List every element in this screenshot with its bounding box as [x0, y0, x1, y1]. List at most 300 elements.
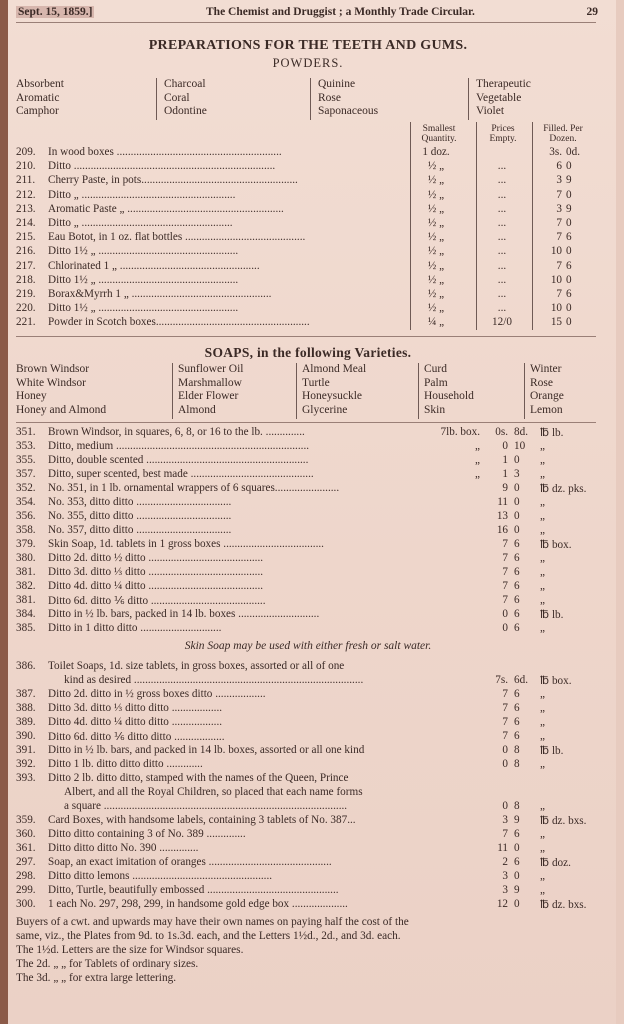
item-quantity: ½ „	[427, 231, 445, 244]
item-pence: 8d.	[514, 426, 528, 438]
item-pence: 3	[514, 468, 520, 480]
price-row	[8, 814, 608, 828]
variety: Orange	[530, 390, 564, 403]
item-pence: 6	[514, 538, 520, 550]
col-header-filled: Filled. Per Dozen.	[543, 124, 583, 144]
variety: Therapeutic	[476, 78, 531, 90]
item-unit: „	[540, 622, 545, 634]
divider	[172, 363, 173, 419]
item-number: 220.	[16, 302, 36, 315]
item-price-empty: ...	[497, 245, 507, 258]
item-pence: 0d.	[566, 146, 580, 158]
item-description: Brown Windsor, in squares, 6, 8, or 16 to the lb. ..............	[48, 426, 305, 438]
item-shillings: 10	[550, 245, 562, 258]
item-shillings: 3	[556, 174, 562, 187]
item-unit: „	[540, 594, 545, 606]
running-header	[16, 4, 598, 20]
item-unit: „	[540, 730, 545, 742]
price-row	[8, 426, 608, 440]
item-pence: 6	[514, 608, 520, 620]
item-pence: 6	[514, 552, 520, 564]
item-number: 352.	[16, 482, 36, 494]
item-number: 381.	[16, 594, 36, 606]
item-description: Ditto 3d. ditto ⅓ ditto ditto ..................	[48, 702, 223, 714]
price-row	[8, 302, 608, 316]
variety: Curd	[424, 363, 447, 375]
item-quantity: ¼ „	[427, 316, 445, 329]
item-unit: ℔ box.	[540, 675, 572, 687]
variety: Palm	[424, 376, 448, 389]
item-unit: „	[540, 758, 545, 770]
item-quantity: ½ „	[427, 259, 445, 272]
item-pence: 6	[514, 594, 520, 606]
item-quantity: ½ „	[427, 202, 445, 215]
item-description: Skin Soap, 1d. tablets in 1 gross boxes ....................................	[48, 538, 324, 550]
variety: Lemon	[530, 403, 563, 416]
item-description: Ditto 2d. ditto in ½ gross boxes ditto ..................	[48, 688, 266, 700]
item-shillings: 0	[502, 608, 508, 620]
item-description: Ditto 1½ „ ..................................................	[48, 245, 239, 258]
powder-variety-col-3	[318, 78, 378, 119]
col-header-smallest: Smallest Quantity.	[421, 124, 457, 144]
item-pence: 10	[514, 440, 526, 452]
item-description: Soap, an exact imitation of oranges ............................................	[48, 856, 332, 868]
item-price-empty: ...	[497, 302, 507, 315]
item-shillings: 7	[502, 702, 508, 714]
price-row	[8, 674, 608, 688]
price-row	[8, 454, 608, 468]
item-quantity: ½ „	[427, 302, 445, 315]
item-shillings: 0	[502, 440, 508, 452]
variety: Vegetable	[476, 91, 522, 104]
item-unit: „	[540, 716, 545, 728]
variety: Brown Windsor	[16, 363, 90, 375]
item-pence: 0	[566, 302, 572, 315]
variety: Sunflower Oil	[178, 363, 244, 375]
item-shillings: 1	[502, 468, 508, 480]
item-quantity: ½ „	[427, 288, 445, 300]
item-shillings: 3	[502, 814, 508, 826]
item-quantity: ½ „	[427, 245, 445, 258]
soap-variety-col-1	[16, 363, 106, 417]
item-number: 390.	[16, 730, 36, 742]
item-description: Ditto 4d. ditto ¼ ditto .........................................	[48, 580, 264, 592]
variety: Glycerine	[302, 403, 348, 416]
price-row	[8, 496, 608, 510]
price-row	[8, 552, 608, 566]
item-pence: 6	[514, 856, 520, 868]
item-number: 212.	[16, 188, 36, 201]
item-number: 387.	[16, 688, 36, 700]
item-quantity: ½ „	[427, 188, 445, 201]
price-row	[8, 274, 608, 288]
item-description: Ditto 6d. ditto ⅙ ditto ditto ..................	[48, 731, 225, 743]
item-unit: „	[540, 870, 545, 882]
item-description: No. 353, ditto ditto ..................................	[48, 496, 232, 508]
item-price-empty: ...	[497, 188, 507, 201]
item-pence: 0	[566, 273, 572, 286]
item-pence: 0	[566, 160, 572, 173]
item-shillings: 1	[502, 454, 508, 466]
item-shillings: 3	[556, 202, 562, 215]
variety: Elder Flower	[178, 390, 239, 403]
item-number: 384.	[16, 608, 36, 620]
item-shillings: 3s.	[549, 146, 562, 158]
footer-line: The 1½d. Letters are the size for Windsor squares.	[16, 944, 244, 956]
item-unit: „	[540, 842, 545, 854]
item-pence: 0	[566, 245, 572, 258]
divider	[468, 78, 469, 120]
item-pence: 6	[514, 622, 520, 634]
header-title: The Chemist and Druggist ; a Monthly Trade Circular.	[206, 6, 475, 18]
item-unit: „	[540, 688, 545, 700]
item-description: Chlorinated 1 „ ..................................................	[48, 259, 260, 272]
item-unit: „	[540, 828, 545, 840]
price-row	[8, 146, 608, 160]
price-row	[8, 288, 608, 302]
item-pence: 0	[514, 870, 520, 882]
price-row	[8, 730, 608, 744]
item-shillings: 7	[502, 538, 508, 550]
item-number: 217.	[16, 259, 36, 272]
item-description: Ditto in ½ lb. bars, and packed in 14 lb. boxes, assorted or all one kind	[48, 744, 365, 756]
item-number: 300.	[16, 898, 36, 910]
price-row	[8, 702, 608, 716]
variety: Quinine	[318, 78, 356, 90]
item-number: 218.	[16, 273, 36, 286]
item-description: Ditto ditto ditto No. 390 ..............	[48, 842, 199, 854]
item-number: 210.	[16, 160, 36, 173]
item-shillings: 7s.	[495, 674, 508, 686]
page	[8, 0, 616, 1024]
item-unit: ℔ lb.	[540, 609, 564, 621]
variety: Violet	[476, 105, 505, 118]
item-number: 354.	[16, 496, 36, 508]
price-row	[8, 538, 608, 552]
item-unit: „	[540, 580, 545, 592]
item-pence: 6	[514, 730, 520, 742]
item-unit: „	[540, 702, 545, 714]
variety: Odontine	[164, 105, 207, 118]
item-shillings: 0s.	[495, 426, 508, 438]
item-number: 351.	[16, 426, 36, 438]
powder-varieties	[16, 78, 596, 122]
variety: Marshmallow	[178, 376, 242, 389]
variety: Aromatic	[16, 91, 60, 104]
item-quantity: „	[475, 468, 480, 480]
item-shillings: 0	[502, 744, 508, 756]
footer-line: The 3d. „ „ for extra large lettering.	[16, 972, 177, 984]
item-unit: ℔ box.	[540, 539, 572, 551]
item-number: 391.	[16, 744, 36, 756]
item-shillings: 7	[502, 688, 508, 700]
item-unit: ℔ doz.	[540, 857, 571, 869]
price-row	[8, 758, 608, 772]
item-number: 299.	[16, 884, 36, 896]
item-unit: „	[540, 800, 545, 812]
item-shillings: 9	[502, 482, 508, 494]
item-pence: 9	[566, 202, 572, 215]
item-description: Eau Botot, in 1 oz. flat bottles ...........................................	[48, 231, 306, 244]
price-row	[8, 622, 608, 636]
item-number: 353.	[16, 440, 36, 452]
item-description: Borax&Myrrh 1 „ ..................................................	[48, 288, 272, 300]
item-description: Ditto 4d. ditto ¼ ditto ditto ..................	[48, 716, 223, 728]
item-number: 356.	[16, 510, 36, 522]
item-unit: ℔ lb.	[540, 427, 564, 439]
price-row	[8, 688, 608, 702]
item-number: 215.	[16, 231, 36, 244]
item-number: 214.	[16, 217, 36, 229]
item-shillings: 7	[502, 580, 508, 592]
item-price-empty: ...	[497, 202, 507, 215]
item-pence: 0	[514, 496, 520, 508]
footer-line: The 2d. „ „ for Tablets of ordinary sizes.	[16, 958, 199, 970]
price-row	[8, 217, 608, 231]
item-pence: 8	[514, 800, 520, 812]
divider	[156, 78, 157, 120]
item-pence: 6	[514, 702, 520, 714]
price-row	[8, 316, 608, 330]
item-quantity: ½ „	[427, 160, 445, 173]
item-shillings: 7	[556, 217, 562, 229]
item-shillings: 0	[502, 758, 508, 770]
item-number: 389.	[16, 716, 36, 728]
item-description: Ditto ditto lemons ..................................................	[48, 870, 273, 882]
price-row	[8, 660, 608, 674]
item-shillings: 7	[556, 288, 562, 300]
item-shillings: 13	[496, 510, 508, 522]
item-number: 392.	[16, 758, 36, 770]
item-description: Ditto 1 lb. ditto ditto ditto .............	[48, 758, 203, 770]
price-row	[8, 174, 608, 188]
item-number: 213.	[16, 202, 36, 215]
item-description: Cherry Paste, in pots........................................................	[48, 174, 298, 187]
variety: Rose	[318, 91, 341, 104]
divider	[524, 363, 525, 419]
variety: Almond	[178, 403, 216, 416]
item-number: 209.	[16, 146, 36, 158]
footer-notes	[16, 916, 601, 986]
item-shillings: 7	[556, 188, 562, 201]
item-pence: 0	[566, 217, 572, 229]
price-row	[8, 870, 608, 884]
item-unit: „	[540, 566, 545, 578]
item-shillings: 7	[502, 594, 508, 606]
item-number: 386.	[16, 660, 36, 672]
item-description: Ditto 3d. ditto ⅓ ditto .........................................	[48, 566, 264, 578]
soap-variety-col-5	[530, 363, 564, 417]
item-description: Powder in Scotch boxes.......................................................	[48, 316, 310, 329]
variety: Honey	[16, 390, 47, 403]
item-description: No. 355, ditto ditto ..................................	[48, 510, 232, 522]
item-pence: 0	[514, 898, 520, 910]
item-description: Card Boxes, with handsome labels, containing 3 tablets of No. 387...	[48, 814, 356, 826]
item-description: Ditto 2d. ditto ½ ditto .........................................	[48, 552, 264, 564]
item-description: kind as desired ..................................................................................	[64, 674, 364, 686]
item-shillings: 16	[496, 524, 508, 536]
item-pence: 0	[566, 316, 572, 329]
price-row	[8, 524, 608, 538]
item-shillings: 12	[496, 898, 508, 910]
item-shillings: 0	[502, 622, 508, 634]
price-row	[8, 482, 608, 496]
item-shillings: 0	[502, 800, 508, 812]
item-number: 297.	[16, 856, 36, 868]
powder-variety-col-2	[164, 78, 207, 119]
variety: Coral	[164, 91, 190, 104]
item-number: 357.	[16, 468, 36, 480]
item-price-empty: ...	[497, 160, 507, 173]
item-pence: 8	[514, 744, 520, 756]
divider	[310, 78, 311, 120]
price-row	[8, 566, 608, 580]
variety: Camphor	[16, 105, 59, 118]
price-row	[8, 772, 608, 786]
item-quantity: ½ „	[427, 273, 445, 286]
item-quantity: ½ „	[427, 174, 445, 187]
soap-variety-col-2	[178, 363, 243, 417]
item-description: Ditto ditto containing 3 of No. 389 ..............	[48, 828, 246, 840]
item-pence: 6d.	[514, 674, 528, 686]
item-shillings: 7	[502, 828, 508, 840]
item-price-empty: ...	[497, 231, 507, 244]
item-description: Albert, and all the Royal Children, so placed that each name forms	[64, 786, 363, 798]
item-pence: 6	[566, 259, 572, 272]
price-row	[8, 189, 608, 203]
item-number: 211.	[16, 174, 36, 187]
item-unit: ℔ dz. pks.	[540, 483, 587, 495]
item-shillings: 6	[556, 160, 562, 173]
variety: Honeysuckle	[302, 390, 363, 403]
divider	[418, 363, 419, 419]
price-row	[8, 468, 608, 482]
item-pence: 0	[514, 842, 520, 854]
item-description: No. 357, ditto ditto ..................................	[48, 524, 232, 536]
item-shillings: 3	[502, 870, 508, 882]
item-pence: 0	[514, 510, 520, 522]
item-unit: „	[540, 468, 545, 480]
price-row	[8, 800, 608, 814]
price-row	[8, 260, 608, 274]
item-quantity: „	[475, 440, 480, 452]
variety: Household	[424, 390, 474, 403]
item-pence: 6	[514, 688, 520, 700]
teeth-section-title: PREPARATIONS FOR THE TEETH AND GUMS.	[148, 38, 468, 53]
item-pence: 6	[514, 828, 520, 840]
item-shillings: 7	[502, 716, 508, 728]
item-number: 219.	[16, 288, 36, 300]
item-shillings: 10	[550, 302, 562, 315]
item-shillings: 7	[556, 231, 562, 244]
item-price-empty: ...	[497, 217, 507, 229]
item-number: 361.	[16, 842, 36, 854]
item-pence: 9	[514, 814, 520, 826]
page-edge	[616, 0, 624, 1024]
price-row	[8, 744, 608, 758]
item-shillings: 7	[502, 552, 508, 564]
book-binding	[0, 0, 8, 1024]
item-pence: 9	[514, 884, 520, 896]
variety: Turtle	[302, 376, 330, 389]
item-shillings: 11	[497, 842, 508, 854]
item-description: Ditto 2 lb. ditto ditto, stamped with the names of the Queen, Prince	[48, 772, 349, 784]
item-number: 379.	[16, 538, 36, 550]
item-shillings: 7	[556, 259, 562, 272]
section-rule	[16, 336, 596, 337]
item-number: 355.	[16, 454, 36, 466]
price-row	[8, 828, 608, 842]
item-description: 1 each No. 297, 298, 299, in handsome gold edge box ....................	[48, 898, 348, 910]
item-number: 388.	[16, 702, 36, 714]
soap-variety-col-4	[424, 363, 474, 417]
variety: Skin	[424, 403, 446, 416]
item-unit: „	[540, 454, 545, 466]
item-quantity: „	[475, 454, 480, 466]
item-description: Aromatic Paste „ ........................................................	[48, 202, 284, 215]
item-description: Ditto „ .......................................................	[48, 188, 236, 201]
item-quantity: ½ „	[427, 217, 445, 229]
item-pence: 0	[566, 188, 572, 201]
variety: Almond Meal	[302, 363, 367, 375]
item-pence: 0	[514, 454, 520, 466]
item-pence: 0	[514, 524, 520, 536]
soaps-section-title: SOAPS, in the following Varieties.	[204, 345, 412, 360]
variety: White Windsor	[16, 376, 86, 389]
item-pence: 9	[566, 174, 572, 187]
item-pence: 8	[514, 758, 520, 770]
price-row	[8, 594, 608, 608]
item-number: 380.	[16, 552, 36, 564]
item-description: Ditto in 1 ditto ditto .............................	[48, 622, 222, 634]
item-price-empty: ...	[497, 288, 507, 300]
item-quantity: 7lb. box.	[440, 426, 480, 438]
item-price-empty: ...	[497, 174, 507, 187]
item-shillings: 11	[497, 496, 508, 508]
soap-varieties	[16, 363, 596, 421]
variety: Charcoal	[164, 78, 206, 90]
soap-variety-col-3	[302, 363, 366, 417]
item-description: Ditto, Turtle, beautifully embossed ...............................................	[48, 884, 339, 896]
variety: Winter	[530, 363, 562, 375]
item-shillings: 10	[550, 273, 562, 286]
item-pence: 0	[514, 482, 520, 494]
item-number: 393.	[16, 772, 36, 784]
item-number: 358.	[16, 524, 36, 536]
item-pence: 6	[566, 288, 572, 300]
item-number: 385.	[16, 622, 36, 634]
price-row	[8, 716, 608, 730]
item-description: No. 351, in 1 lb. ornamental wrappers of 6 squares.......................	[48, 482, 340, 494]
section-rule	[16, 422, 596, 423]
price-row	[8, 231, 608, 245]
item-description: Ditto, double scented ..........................................................	[48, 454, 309, 466]
item-unit: ℔ lb.	[540, 745, 564, 757]
item-pence: 6	[514, 580, 520, 592]
item-price-empty: ...	[497, 259, 507, 272]
divider	[296, 363, 297, 419]
item-number: 216.	[16, 245, 36, 258]
item-description: Ditto 1½ „ ..................................................	[48, 302, 239, 315]
item-shillings: 2	[502, 856, 508, 868]
item-number: 221.	[16, 316, 36, 329]
item-description: Ditto 6d. ditto ⅙ ditto .........................................	[48, 595, 266, 607]
item-description: In wood boxes ...........................................................	[48, 146, 282, 158]
price-row	[8, 786, 608, 800]
item-unit: ℔ dz. bxs.	[540, 899, 587, 911]
item-description: Ditto ........................................................................	[48, 160, 276, 173]
price-row	[8, 440, 608, 454]
